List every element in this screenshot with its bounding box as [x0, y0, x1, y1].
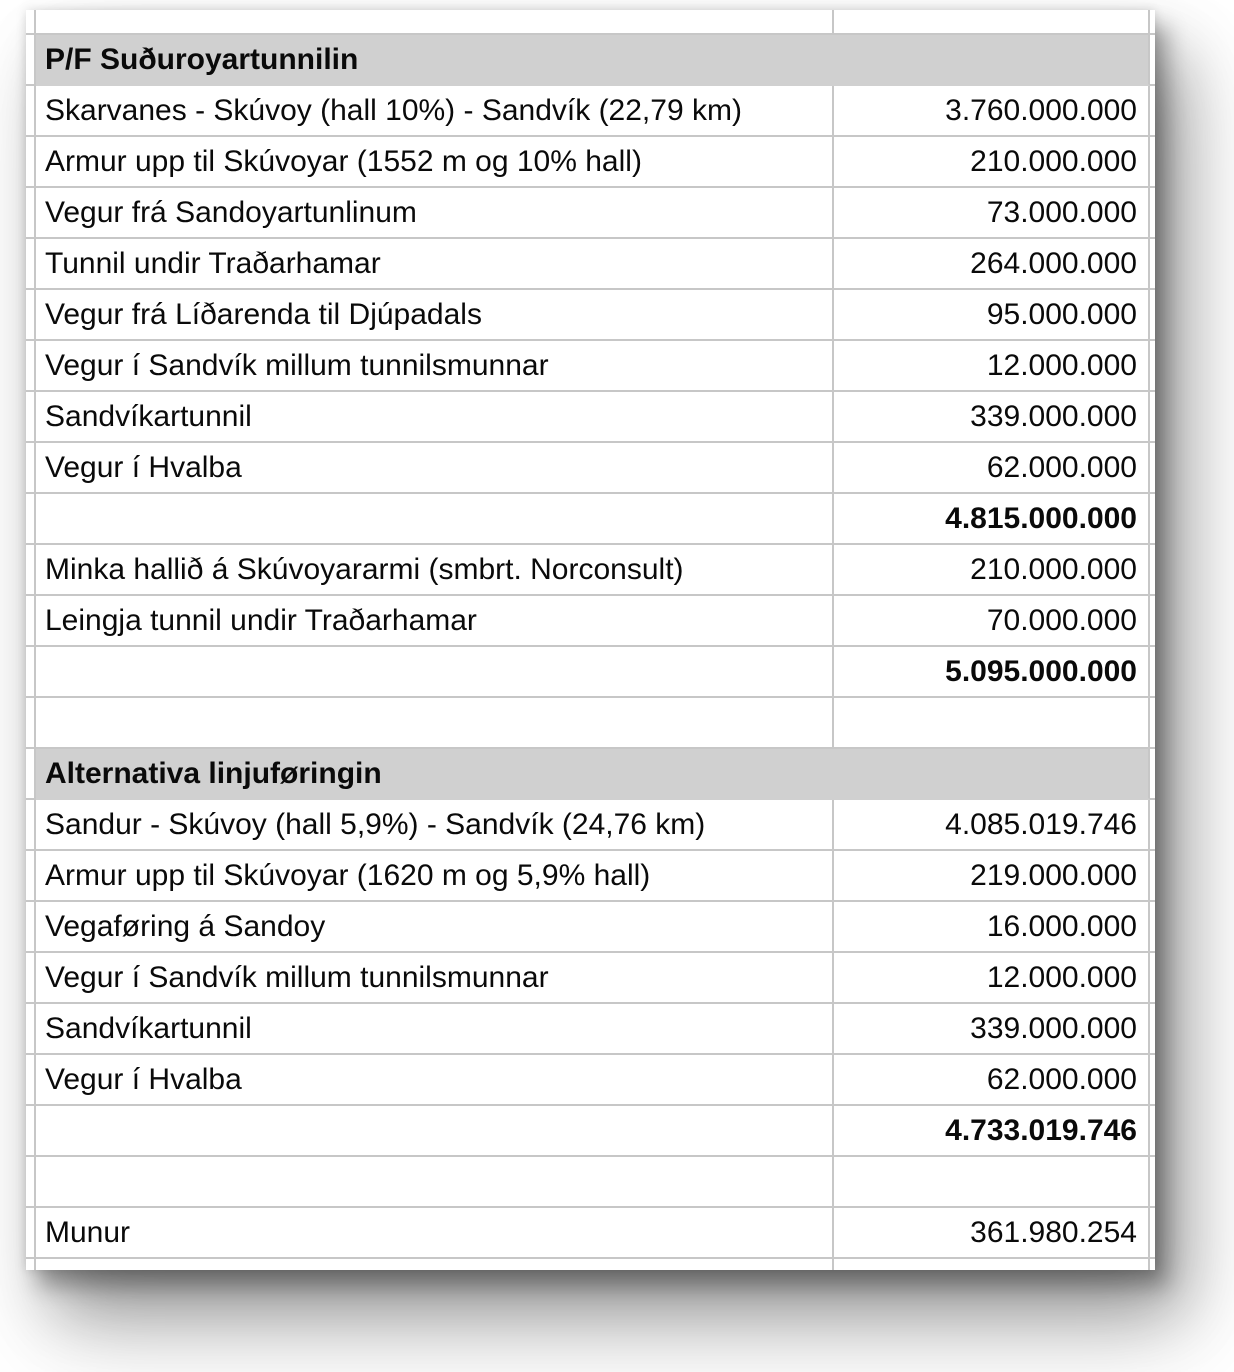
- table-row: [26, 392, 1155, 443]
- row-value-cell: [834, 35, 1150, 86]
- row-gutter-right: [1150, 239, 1155, 290]
- row-value-cell: 62.000.000: [834, 1055, 1150, 1106]
- row-label-cell: Vegaføring á Sandoy: [36, 902, 834, 953]
- table-row: [26, 1004, 1155, 1055]
- table-row: [26, 188, 1155, 239]
- row-gutter-left: [26, 1208, 36, 1259]
- row-label-cell: [36, 1259, 834, 1270]
- row-gutter-right: [1150, 137, 1155, 188]
- row-label-cell: Armur upp til Skúvoyar (1552 m og 10% hall): [36, 137, 834, 188]
- row-value-cell: 12.000.000: [834, 953, 1150, 1004]
- cost-table: [26, 10, 1155, 1270]
- row-gutter-left: [26, 647, 36, 698]
- row-label-cell: Leingja tunnil undir Traðarhamar: [36, 596, 834, 647]
- row-value-cell: [834, 1157, 1150, 1208]
- row-label-cell: Vegur í Sandvík millum tunnilsmunnar: [36, 341, 834, 392]
- table-row: [26, 341, 1155, 392]
- row-value-cell: 219.000.000: [834, 851, 1150, 902]
- row-gutter-right: [1150, 800, 1155, 851]
- row-gutter-right: [1150, 596, 1155, 647]
- row-label-cell: Tunnil undir Traðarhamar: [36, 239, 834, 290]
- row-value-cell: 73.000.000: [834, 188, 1150, 239]
- row-label-cell: Minka hallið á Skúvoyararmi (smbrt. Norconsult): [36, 545, 834, 596]
- row-value-cell: 4.085.019.746: [834, 800, 1150, 851]
- section-header-label: P/F Suðuroyartunnilin: [36, 35, 834, 86]
- row-label-cell: [36, 698, 834, 749]
- row-label-cell: Sandvíkartunnil: [36, 1004, 834, 1055]
- table-row: [26, 953, 1155, 1004]
- row-label-cell: [36, 1157, 834, 1208]
- row-gutter-left: [26, 953, 36, 1004]
- row-gutter-right: [1150, 341, 1155, 392]
- row-gutter-right: [1150, 443, 1155, 494]
- row-value-cell: [834, 698, 1150, 749]
- row-gutter-left: [26, 239, 36, 290]
- row-value-cell: 339.000.000: [834, 1004, 1150, 1055]
- row-gutter-left: [26, 137, 36, 188]
- table-row: [26, 902, 1155, 953]
- row-gutter-left: [26, 1259, 36, 1270]
- row-gutter-left: [26, 902, 36, 953]
- partial-row-top: [26, 10, 1155, 35]
- row-gutter-left: [26, 851, 36, 902]
- table-row: [26, 800, 1155, 851]
- table-row: [26, 290, 1155, 341]
- row-value-cell: 62.000.000: [834, 443, 1150, 494]
- row-gutter-right: [1150, 1208, 1155, 1259]
- row-gutter-left: [26, 188, 36, 239]
- row-gutter-left: [26, 698, 36, 749]
- row-gutter-right: [1150, 494, 1155, 545]
- row-gutter-right: [1150, 1106, 1155, 1157]
- table-row: [26, 851, 1155, 902]
- table-row: [26, 596, 1155, 647]
- row-gutter-right: [1150, 1055, 1155, 1106]
- row-label-cell: Vegur í Hvalba: [36, 1055, 834, 1106]
- row-gutter-left: [26, 1106, 36, 1157]
- section-header-row: [26, 749, 1155, 800]
- row-gutter-left: [26, 35, 36, 86]
- row-gutter-right: [1150, 35, 1155, 86]
- row-gutter-left: [26, 86, 36, 137]
- table-row: [26, 1208, 1155, 1259]
- row-label-cell: Sandur - Skúvoy (hall 5,9%) - Sandvík (24,76 km): [36, 800, 834, 851]
- total-row: [26, 647, 1155, 698]
- total-value-cell: 4.733.019.746: [834, 1106, 1150, 1157]
- table-row: [26, 86, 1155, 137]
- row-gutter-right: [1150, 749, 1155, 800]
- table-row: [26, 239, 1155, 290]
- row-gutter-right: [1150, 188, 1155, 239]
- row-label-cell: Sandvíkartunnil: [36, 392, 834, 443]
- section-header-row: [26, 35, 1155, 86]
- table-row: [26, 137, 1155, 188]
- row-label-cell: Vegur í Hvalba: [36, 443, 834, 494]
- row-label-cell: [36, 494, 834, 545]
- row-value-cell: [834, 749, 1150, 800]
- row-gutter-left: [26, 392, 36, 443]
- row-value-cell: 210.000.000: [834, 545, 1150, 596]
- total-value-cell: 5.095.000.000: [834, 647, 1150, 698]
- row-gutter-right: [1150, 953, 1155, 1004]
- partial-row-bottom: [26, 1259, 1155, 1270]
- row-gutter-right: [1150, 647, 1155, 698]
- row-gutter-right: [1150, 902, 1155, 953]
- row-gutter-right: [1150, 1259, 1155, 1270]
- row-gutter-left: [26, 749, 36, 800]
- row-gutter-left: [26, 545, 36, 596]
- row-gutter-right: [1150, 290, 1155, 341]
- row-gutter-right: [1150, 1004, 1155, 1055]
- row-label-cell: Skarvanes - Skúvoy (hall 10%) - Sandvík (22,79 km): [36, 86, 834, 137]
- row-label-cell: Vegur frá Líðarenda til Djúpadals: [36, 290, 834, 341]
- row-gutter-left: [26, 290, 36, 341]
- row-label-cell: [36, 647, 834, 698]
- row-value-cell: 3.760.000.000: [834, 86, 1150, 137]
- row-gutter-left: [26, 10, 36, 35]
- table-row: [26, 443, 1155, 494]
- row-label-cell: [36, 1106, 834, 1157]
- row-label-cell: Vegur frá Sandoyartunlinum: [36, 188, 834, 239]
- row-gutter-left: [26, 494, 36, 545]
- total-value-cell: 4.815.000.000: [834, 494, 1150, 545]
- row-value-cell: 339.000.000: [834, 392, 1150, 443]
- table-row: [26, 1055, 1155, 1106]
- row-value-cell: 12.000.000: [834, 341, 1150, 392]
- empty-row: [26, 1157, 1155, 1208]
- total-row: [26, 1106, 1155, 1157]
- row-label-cell: [36, 10, 834, 35]
- row-value-cell: 361.980.254: [834, 1208, 1150, 1259]
- empty-row: [26, 698, 1155, 749]
- section-header-label: Alternativa linjuføringin: [36, 749, 834, 800]
- row-gutter-left: [26, 443, 36, 494]
- row-value-cell: 264.000.000: [834, 239, 1150, 290]
- cost-table-rows: [26, 35, 1155, 1259]
- row-value-cell: 210.000.000: [834, 137, 1150, 188]
- row-gutter-right: [1150, 392, 1155, 443]
- row-gutter-left: [26, 341, 36, 392]
- row-label-cell: Armur upp til Skúvoyar (1620 m og 5,9% hall): [36, 851, 834, 902]
- row-value-cell: 70.000.000: [834, 596, 1150, 647]
- row-value-cell: [834, 1259, 1150, 1270]
- table-row: [26, 545, 1155, 596]
- row-value-cell: 16.000.000: [834, 902, 1150, 953]
- row-gutter-right: [1150, 698, 1155, 749]
- row-gutter-left: [26, 1004, 36, 1055]
- total-row: [26, 494, 1155, 545]
- row-label-cell: Vegur í Sandvík millum tunnilsmunnar: [36, 953, 834, 1004]
- row-gutter-right: [1150, 86, 1155, 137]
- row-label-cell: Munur: [36, 1208, 834, 1259]
- row-gutter-left: [26, 596, 36, 647]
- row-gutter-left: [26, 1157, 36, 1208]
- row-gutter-left: [26, 800, 36, 851]
- row-gutter-right: [1150, 851, 1155, 902]
- row-value-cell: 95.000.000: [834, 290, 1150, 341]
- row-gutter-left: [26, 1055, 36, 1106]
- row-gutter-right: [1150, 10, 1155, 35]
- row-gutter-right: [1150, 545, 1155, 596]
- row-gutter-right: [1150, 1157, 1155, 1208]
- row-value-cell: [834, 10, 1150, 35]
